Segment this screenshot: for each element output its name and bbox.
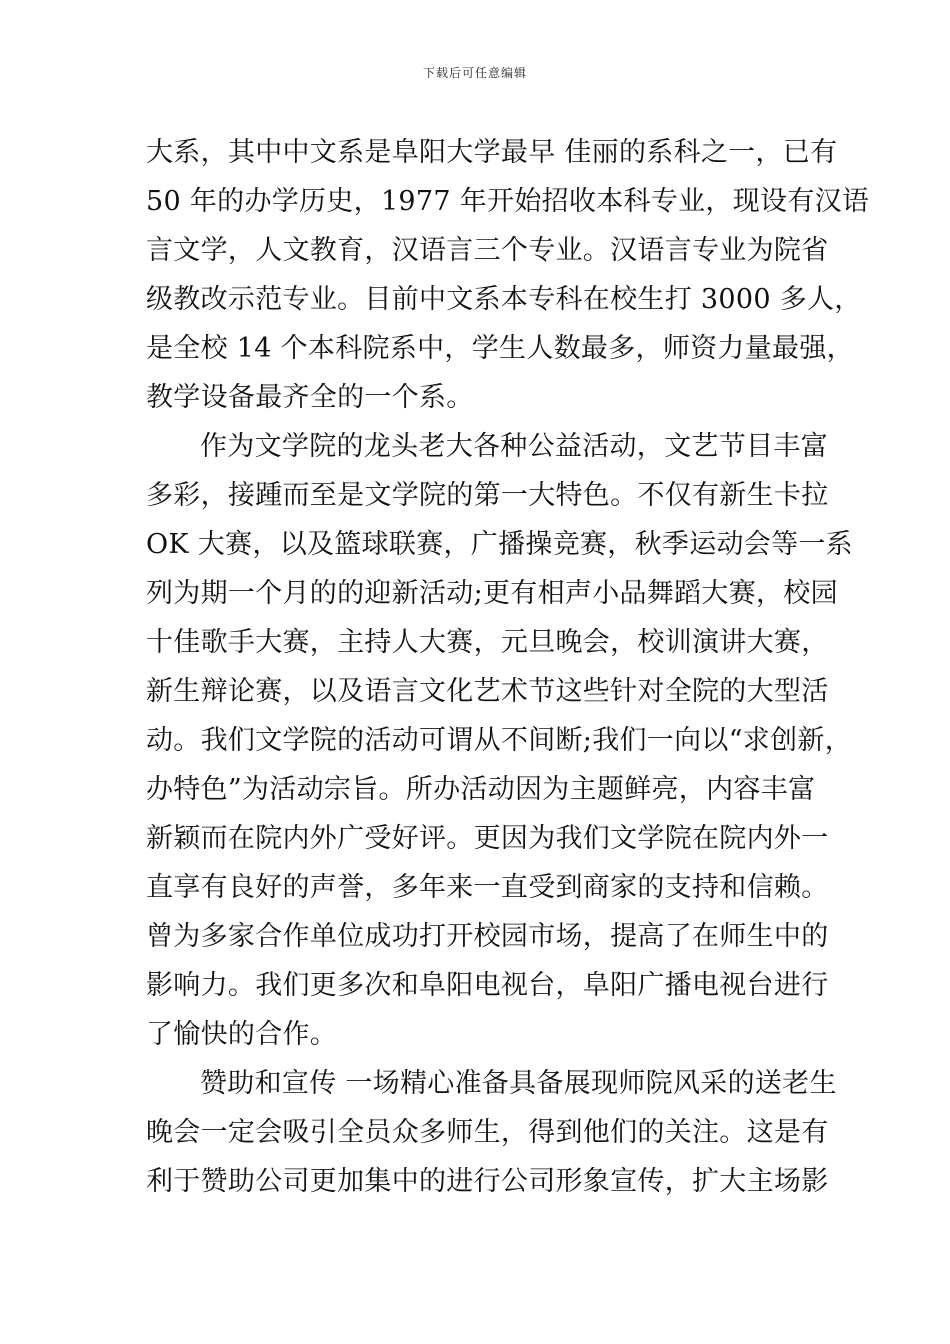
- text-line: 影响力。我们更多次和阜阳电视台，阜阳广播电视台进行: [146, 970, 829, 1001]
- text-line: 曾为多家合作单位成功打开校园市场，提高了在师生中的: [146, 921, 829, 952]
- text-line: OK 大赛，以及篮球联赛，广播操竞赛，秋季运动会等一系: [146, 529, 853, 560]
- paragraph-start-line: 作为文学院的龙头老大各种公益活动，文艺节目丰富: [200, 431, 828, 462]
- text-line: 言文学，人文教育，汉语言三个专业。汉语言专业为院省: [146, 235, 829, 266]
- text-line: 大系，其中中文系是阜阳大学最早 佳丽的系科之一，已有: [146, 137, 838, 168]
- text-line: 多彩，接踵而至是文学院的第一大特色。不仅有新生卡拉: [146, 480, 829, 511]
- text-line: 教学设备最齐全的一个系。: [146, 382, 474, 413]
- text-line: 级教改示范专业。目前中文系本专科在校生打 3000 多人，: [146, 284, 862, 315]
- text-line: 办特色”为活动宗旨。所办活动因为主题鲜亮，内容丰富: [146, 774, 816, 805]
- text-line: 新颖而在院内外广受好评。更因为我们文学院在院内外一: [146, 823, 829, 854]
- document-body: [146, 128, 870, 1206]
- text-line: 列为期一个月的的迎新活动;更有相声小品舞蹈大赛，校园: [146, 578, 838, 609]
- text-line: 50 年的办学历史，1977 年开始招收本科专业，现设有汉语: [146, 186, 870, 217]
- text-line: 新生辩论赛，以及语言文化艺术节这些针对全院的大型活: [146, 676, 829, 707]
- text-line: 利于赞助公司更加集中的进行公司形象宣传，扩大主场影: [146, 1166, 829, 1197]
- text-line: 晚会一定会吸引全员众多师生，得到他们的关注。这是有: [146, 1117, 829, 1148]
- paragraph-start-line: 赞助和宣传 一场精心准备具备展现师院风采的送老生: [200, 1068, 837, 1099]
- text-line: 动。我们文学院的活动可谓从不间断;我们一向以“求创新，: [146, 725, 852, 756]
- text-line: 十佳歌手大赛，主持人大赛，元旦晚会，校训演讲大赛，: [146, 627, 829, 658]
- text-line: 了愉快的合作。: [146, 1019, 338, 1050]
- text-line: 直享有良好的声誉，多年来一直受到商家的支持和信赖。: [146, 872, 829, 903]
- page-header-note: 下载后可任意编辑: [422, 66, 527, 80]
- text-line: 是全校 14 个本科院系中，学生人数最多，师资力量最强，: [146, 333, 854, 364]
